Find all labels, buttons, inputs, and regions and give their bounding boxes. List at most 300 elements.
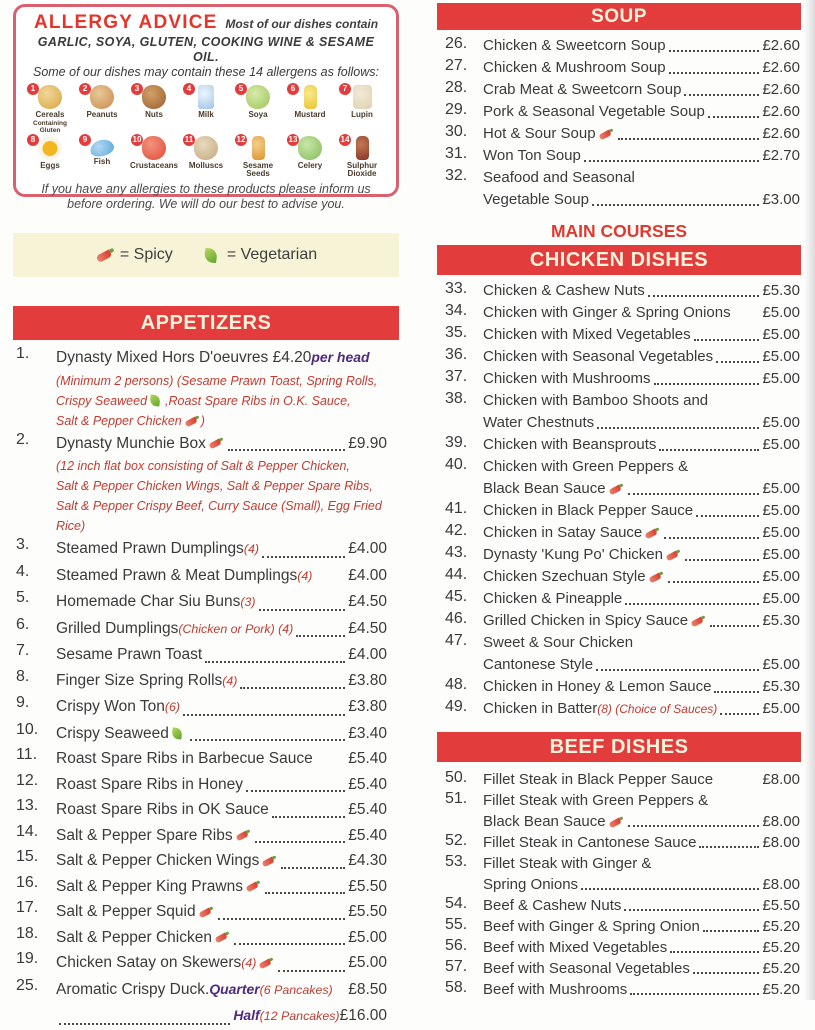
main-courses-heading: MAIN COURSES	[550, 221, 688, 241]
item-price: £5.40	[348, 775, 387, 793]
item-name: Chicken with Green Peppers &	[483, 458, 689, 475]
menu-item	[13, 899, 387, 925]
allergen-number-badge: 13	[288, 134, 298, 144]
menu-item	[13, 431, 387, 537]
item-line	[483, 145, 800, 167]
item-description-line	[56, 391, 387, 411]
item-name: Roast Spare Ribs in OK Sauce	[56, 801, 269, 818]
item-price: £5.00	[762, 524, 800, 541]
menu-item-content	[56, 925, 387, 951]
item-number: 40.	[445, 456, 468, 473]
dot-leader	[703, 930, 760, 932]
item-name: Salt & Pepper Chicken Wings	[56, 852, 260, 869]
menu-item	[437, 588, 800, 610]
item-line	[56, 950, 387, 977]
item-name: Vegetable Soup	[483, 191, 589, 208]
item-name: Steamed Prawn Dumplings	[56, 540, 244, 557]
dot-leader	[654, 383, 760, 385]
item-line	[56, 616, 387, 643]
dot-leader	[664, 537, 759, 539]
menu-item	[13, 589, 387, 616]
item-name: Black Bean Sauce	[483, 480, 606, 497]
item-name: Roast Spare Ribs in Honey	[56, 775, 243, 793]
dot-leader	[281, 867, 345, 869]
item-number: 58.	[445, 979, 468, 996]
item-number: 32.	[445, 167, 468, 184]
spicy-chili-icon	[665, 549, 680, 561]
dot-leader	[720, 713, 759, 715]
fish-icon	[88, 137, 115, 159]
item-name: Fillet Steak with Green Peppers &	[483, 792, 709, 809]
dot-leader	[708, 116, 760, 118]
menu-item	[13, 642, 387, 668]
item-line	[483, 434, 800, 456]
wheat-icon	[38, 85, 62, 109]
item-price: £5.00	[762, 546, 800, 563]
item-name: Fillet Steak in Cantonese Sauce	[483, 834, 697, 851]
dot-leader	[670, 951, 759, 953]
item-line	[56, 589, 387, 616]
dot-leader	[592, 204, 760, 206]
item-description-line	[56, 456, 387, 476]
item-price: £5.00	[762, 304, 800, 321]
dot-leader	[228, 449, 345, 451]
allergen-item	[232, 134, 284, 179]
allergen-number-badge: 6	[287, 83, 299, 95]
item-number: 53.	[445, 853, 468, 870]
dot-leader	[597, 427, 759, 429]
item-price: £2.60	[762, 59, 800, 76]
item-description-line	[56, 371, 387, 391]
menu-item	[437, 676, 800, 698]
mustard-bottle-icon	[304, 85, 317, 109]
item-number: 51.	[445, 790, 468, 807]
item-number: 39.	[445, 434, 468, 451]
item-price: £5.50	[348, 877, 387, 895]
item-line	[483, 390, 800, 412]
item-note: (3)	[240, 595, 256, 609]
item-name: Sesame Prawn Toast	[56, 646, 203, 663]
menu-item	[13, 950, 387, 977]
item-price: £5.00	[762, 656, 800, 673]
menu-list-soup	[437, 35, 801, 211]
allergen-number-badge: 2	[79, 83, 91, 95]
item-number: 26.	[445, 35, 468, 52]
allergen-item	[24, 134, 76, 179]
menu-item-content	[56, 874, 387, 900]
dot-leader	[246, 790, 345, 792]
item-note: Salt & Pepper Chicken Wings, Salt & Pepper Spare Ribs,	[56, 479, 373, 493]
item-name: Grilled Dumplings	[56, 619, 179, 637]
item-number: 45.	[445, 588, 468, 605]
sesame-bottle-icon	[252, 136, 265, 160]
item-line	[483, 654, 800, 676]
item-note: (4)	[241, 956, 257, 970]
item-line	[483, 35, 800, 57]
item-price: £5.00	[762, 326, 800, 343]
menu-item	[437, 610, 800, 632]
item-name: Fillet Steak in Black Pepper Sauce	[483, 771, 714, 788]
dot-leader	[190, 739, 345, 741]
item-price: £5.30	[762, 678, 800, 695]
menu-item	[437, 790, 800, 832]
menu-item	[437, 916, 800, 937]
item-price: £5.00	[762, 348, 800, 365]
item-line	[483, 832, 800, 853]
item-price: £8.00	[762, 876, 800, 893]
allergy-footer-line2: before ordering. We will do our best to advise you.	[67, 196, 345, 211]
allergen-number-badge: 4	[183, 83, 195, 95]
item-number: 18.	[16, 924, 39, 942]
menu-item-content	[483, 79, 800, 101]
item-name: Homemade Char Siu Buns	[56, 593, 241, 610]
menu-item	[437, 101, 800, 123]
item-number: 9.	[16, 694, 30, 711]
spicy-legend-label: = Spicy	[119, 246, 173, 263]
menu-item-content	[56, 345, 387, 431]
item-line	[483, 874, 800, 895]
dot-leader	[265, 892, 345, 894]
item-line	[56, 1003, 387, 1030]
nuts-icon	[142, 85, 166, 109]
item-number: 7.	[16, 642, 30, 659]
item-price: £2.60	[762, 81, 800, 98]
dot-leader	[669, 50, 760, 52]
menu-item-content	[483, 500, 800, 522]
allergen-label: Peanuts	[86, 110, 118, 119]
item-number: 33.	[445, 280, 468, 297]
menu-item	[437, 390, 800, 434]
menu-item-content	[483, 676, 800, 698]
item-line	[483, 167, 800, 189]
section-banner-beef: BEEF DISHES	[437, 732, 801, 762]
item-line	[56, 848, 387, 874]
item-price: £5.40	[348, 750, 387, 767]
menu-item	[13, 823, 387, 849]
milk-carton-icon	[198, 85, 214, 109]
scan-edge-shadow	[804, 0, 815, 1000]
item-note: (4)	[222, 673, 238, 688]
item-price: £3.80	[348, 671, 387, 689]
dot-leader	[693, 972, 760, 974]
item-name: Roast Spare Ribs in Barbecue Sauce	[56, 750, 313, 767]
item-number: 1.	[16, 345, 30, 362]
menu-item	[437, 937, 800, 958]
item-line	[483, 522, 800, 544]
item-name: Seafood and Seasonal	[483, 169, 635, 186]
menu-item-content	[483, 979, 800, 1000]
menu-item	[437, 346, 800, 368]
item-number: 25.	[16, 976, 39, 994]
menu-item	[437, 434, 800, 456]
item-line	[483, 769, 800, 790]
menu-list-beef	[437, 769, 801, 1000]
menu-item	[13, 746, 387, 772]
dot-leader	[624, 909, 759, 911]
item-line	[483, 937, 800, 958]
item-line	[483, 979, 800, 1000]
item-note: (12 Pancakes)	[259, 1009, 340, 1023]
item-name: Salt & Pepper King Prawns	[56, 877, 243, 895]
spicy-chili-icon	[648, 571, 663, 583]
allergen-number-badge: 12	[236, 134, 246, 144]
lupin-bag-icon	[353, 85, 372, 109]
item-price: £5.20	[762, 960, 800, 977]
item-line	[483, 324, 800, 346]
right-column	[437, 3, 801, 1000]
allergen-number-badge: 1	[27, 83, 39, 95]
vegetarian-leaf-icon	[171, 727, 185, 740]
menu-item	[437, 566, 800, 588]
spicy-chili-icon	[608, 816, 623, 828]
allergen-item	[180, 134, 232, 179]
item-name: Finger Size Spring Rolls	[56, 671, 223, 689]
dot-leader	[625, 603, 759, 605]
spicy-chili-icon	[245, 880, 260, 892]
item-number: 28.	[445, 79, 468, 96]
dot-leader	[684, 94, 759, 96]
menu-item-content	[483, 937, 800, 958]
item-number: 8.	[16, 667, 30, 685]
menu-item	[13, 874, 387, 900]
legend-bar	[13, 233, 399, 277]
dot-leader	[296, 635, 345, 637]
menu-item-content	[483, 522, 800, 544]
item-emphasis: Half	[233, 1007, 260, 1023]
dot-leader	[659, 449, 759, 451]
item-price: £5.00	[348, 928, 387, 946]
soya-beans-icon	[246, 85, 270, 109]
dot-leader	[584, 160, 760, 162]
item-price: £5.00	[762, 568, 800, 585]
allergen-number-badge: 14	[340, 134, 350, 144]
item-number: 11.	[16, 746, 38, 763]
spicy-chili-icon	[198, 906, 213, 918]
item-number: 12.	[16, 771, 39, 789]
menu-item-content	[56, 772, 387, 798]
item-name: Chicken Satay on Skewers	[56, 954, 242, 971]
item-price: £4.50	[348, 593, 387, 610]
spicy-chili-icon	[208, 437, 223, 449]
menu-item-content	[483, 832, 800, 853]
peanut-icon	[90, 85, 114, 109]
celery-icon	[298, 136, 322, 160]
item-name: Aromatic Crispy Duck.	[56, 980, 210, 998]
menu-item-content	[483, 123, 800, 145]
menu-item	[13, 925, 387, 951]
menu-list-appetizers	[13, 345, 399, 1030]
item-line	[56, 823, 387, 849]
item-price: £5.20	[762, 981, 800, 998]
dot-leader	[630, 993, 759, 995]
item-note: (6)	[164, 700, 180, 714]
item-name: Steamed Prawn & Meat Dumplings	[56, 566, 298, 584]
spicy-legend	[95, 246, 173, 264]
menu-item	[13, 536, 387, 563]
item-price: £3.40	[348, 724, 387, 742]
spicy-chili-icon	[184, 415, 199, 427]
menu-item	[13, 797, 387, 823]
allergen-label: Mustard	[294, 110, 326, 119]
spicy-chili-icon	[214, 931, 229, 943]
dot-leader	[710, 625, 759, 627]
item-name: Chicken in Black Pepper Sauce	[483, 502, 694, 519]
item-line	[56, 746, 387, 772]
item-number: 17.	[16, 899, 39, 916]
dot-leader	[581, 888, 759, 890]
item-number: 30.	[445, 123, 468, 140]
dot-leader	[255, 841, 346, 843]
menu-item-content	[56, 563, 387, 590]
item-price: £5.40	[348, 826, 387, 844]
menu-item-content	[56, 589, 387, 616]
menu-item-content	[483, 544, 800, 566]
item-name: Crispy Won Ton	[56, 698, 165, 715]
item-number: 14.	[16, 822, 39, 840]
dot-leader	[218, 918, 346, 920]
menu-item-content	[483, 324, 800, 346]
menu-list-chicken	[437, 280, 801, 720]
menu-item-content	[56, 694, 387, 721]
item-number: 41.	[445, 500, 468, 517]
spicy-chili-icon	[235, 829, 250, 841]
allergen-label: Lupin	[351, 110, 373, 119]
menu-item	[437, 895, 800, 916]
item-line	[483, 456, 800, 478]
item-line	[483, 916, 800, 937]
item-price: £4.00	[348, 646, 387, 663]
item-number: 3.	[16, 536, 30, 553]
allergen-number-badge: 5	[235, 83, 247, 95]
item-name: Water Chestnuts	[483, 414, 595, 431]
item-name: Dynasty 'Kung Po' Chicken	[483, 546, 663, 563]
allergen-label: Eggs	[40, 160, 60, 170]
item-price: £5.00	[762, 700, 800, 717]
item-note: (4)	[243, 542, 259, 556]
item-price: £5.30	[762, 282, 800, 299]
dot-leader	[648, 295, 760, 297]
item-price: £3.80	[348, 698, 387, 715]
item-line	[483, 412, 800, 434]
item-price: £5.00	[762, 414, 800, 431]
item-number: 27.	[445, 57, 468, 74]
section-banner-chicken: CHICKEN DISHES	[437, 245, 801, 275]
item-price: £2.60	[762, 103, 800, 120]
dot-leader	[183, 714, 345, 716]
allergen-item	[180, 83, 232, 134]
menu-item	[13, 721, 387, 747]
menu-item-content	[56, 848, 387, 874]
item-line	[483, 676, 800, 698]
menu-item-content	[483, 610, 800, 632]
vegetarian-legend	[203, 246, 317, 264]
allergen-sublabel: Containing Gluten	[33, 119, 67, 134]
menu-item	[437, 280, 800, 302]
item-name: Chicken in Satay Sauce	[483, 524, 643, 541]
item-price: £4.00	[348, 540, 387, 557]
menu-item	[437, 832, 800, 853]
item-name: Beef with Mushrooms	[483, 981, 628, 998]
allergen-label: Fish	[93, 156, 111, 166]
allergy-footer	[24, 182, 388, 212]
item-line	[483, 544, 800, 566]
menu-item	[437, 167, 800, 211]
dot-leader	[205, 661, 345, 663]
item-name: Cantonese Style	[483, 656, 594, 673]
item-note: Salt & Pepper Chicken	[56, 413, 182, 428]
menu-item	[13, 977, 387, 1030]
menu-item	[437, 35, 800, 57]
menu-item-content	[483, 566, 800, 588]
item-price: £4.00	[348, 566, 387, 584]
item-note: (4)	[297, 568, 313, 583]
item-price: £5.50	[762, 897, 800, 914]
menu-item	[437, 522, 800, 544]
menu-item-content	[483, 588, 800, 610]
menu-item	[437, 979, 800, 1000]
section-banner-soup: SOUP	[437, 3, 801, 30]
item-price: £9.90	[348, 434, 387, 452]
allergen-label: Celery	[297, 160, 323, 170]
item-price: £5.00	[762, 480, 800, 497]
item-price: £5.50	[348, 903, 387, 920]
item-line	[483, 958, 800, 979]
item-name: Crab Meat & Sweetcorn Soup	[483, 81, 682, 98]
allergen-number-badge: 3	[131, 83, 143, 95]
menu-item	[437, 324, 800, 346]
item-number: 2.	[16, 430, 30, 448]
item-name: Grilled Chicken in Spicy Sauce	[483, 612, 689, 629]
menu-item	[13, 694, 387, 721]
item-number: 16.	[16, 873, 39, 891]
allergen-item	[128, 83, 180, 134]
menu-item	[437, 632, 800, 676]
item-price: £5.00	[762, 436, 800, 453]
item-number: 5.	[16, 589, 30, 606]
menu-item	[437, 145, 800, 167]
menu-item	[13, 668, 387, 695]
item-number: 55.	[445, 916, 468, 933]
menu-item-content	[483, 790, 800, 832]
menu-item-content	[56, 721, 387, 747]
item-name: Chicken with Mushrooms	[483, 370, 651, 387]
item-name: Chicken in Batter	[483, 700, 598, 717]
dot-leader	[596, 669, 759, 671]
item-line	[483, 566, 800, 588]
item-number: 10.	[16, 720, 39, 738]
item-price: £8.50	[348, 980, 387, 998]
item-number: 43.	[445, 544, 468, 561]
item-price: £4.30	[348, 852, 387, 869]
item-line	[483, 101, 800, 123]
shrimp-crab-icon	[142, 136, 166, 160]
menu-item	[437, 456, 800, 500]
menu-item-content	[483, 280, 800, 302]
item-number: 49.	[445, 698, 468, 715]
item-price: £5.20	[762, 939, 800, 956]
allergen-item	[24, 83, 76, 134]
item-line	[56, 925, 387, 951]
allergen-item	[284, 134, 336, 179]
item-name: Chicken in Honey & Lemon Sauce	[483, 678, 712, 695]
item-note: )	[200, 413, 205, 428]
menu-item-content	[483, 368, 800, 390]
item-name: Beef with Seasonal Vegetables	[483, 960, 690, 977]
item-name: Pork & Seasonal Vegetable Soup	[483, 103, 705, 120]
menu-item-content	[56, 616, 387, 643]
item-price: £5.30	[762, 612, 800, 629]
item-line	[56, 668, 387, 695]
